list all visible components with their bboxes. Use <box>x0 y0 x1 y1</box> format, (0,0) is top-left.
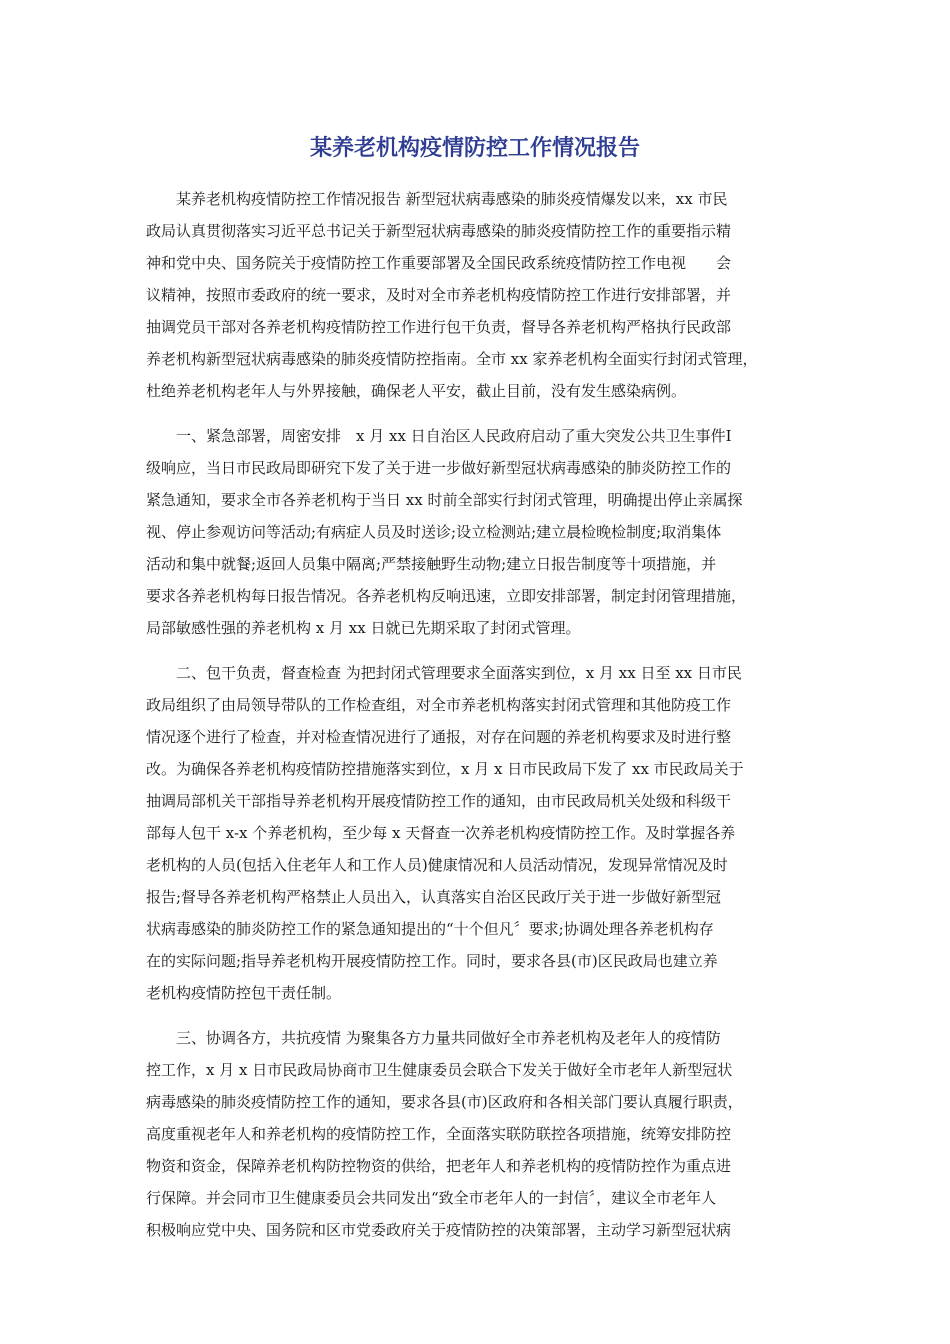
text-line: 部每人包干 x-x 个养老机构，至少每 x 天督查一次养老机构疫情防控工作。及时掌握各养 <box>146 824 736 842</box>
text-line: 级响应，当日市民政局即研究下发了关于进一步做好新型冠状病毒感染的肺炎防控工作的 <box>146 459 732 477</box>
text-line: 政局组织了由局领导带队的工作检查组，对全市养老机构落实封闭式管理和其他防疫工作 <box>146 696 732 714</box>
text-line: 老机构疫情防控包干责任制。 <box>146 984 342 1002</box>
text-line: 一、紧急部署，周密安排 x 月 xx 日自治区人民政府启动了重大突发公共卫生事件Ⅰ <box>176 427 732 445</box>
text-line: 活动和集中就餐;返回人员集中隔离;严禁接触野生动物;建立日报告制度等十项措施，并 <box>146 555 717 573</box>
document-body <box>146 183 810 1259</box>
text-line: 某养老机构疫情防控工作情况报告 新型冠状病毒感染的肺炎疫情爆发以来，xx 市民 <box>176 190 728 208</box>
text-line: 报告;督导各养老机构严格禁止人员出入，认真落实自治区民政厅关于进一步做好新型冠 <box>146 888 722 906</box>
text-line: 养老机构新型冠状病毒感染的肺炎疫情防控指南。全市 xx 家养老机构全面实行封闭式管理， <box>146 350 758 368</box>
text-line: 杜绝养老机构老年人与外界接触，确保老人平安，截止目前，没有发生感染病例。 <box>146 382 687 400</box>
text-line: 紧急通知，要求全市各养老机构于当日 xx 时前全部实行封闭式管理，明确提出停止亲属探 <box>146 491 743 509</box>
text-line: 老机构的人员(包括入住老年人和工作人员)健康情况和人员活动情况，发现异常情况及时 <box>146 856 728 874</box>
text-line: 议精神，按照市委政府的统一要求，及时对全市养老机构疫情防控工作进行安排部署，并 <box>146 286 732 304</box>
paragraph-section-1 <box>146 420 810 644</box>
text-line: 高度重视老年人和养老机构的疫情防控工作，全面落实联防联控各项措施，统筹安排防控 <box>146 1125 732 1143</box>
text-line: 物资和资金，保障养老机构防控物资的供给，把老年人和养老机构的疫情防控作为重点进 <box>146 1157 732 1175</box>
text-line: 政局认真贯彻落实习近平总书记关于新型冠状病毒感染的肺炎疫情防控工作的重要指示精 <box>146 222 732 240</box>
text-line: 控工作，x 月 x 日市民政局协商市卫生健康委员会联合下发关于做好全市老年人新型冠状 <box>146 1061 733 1079</box>
text-line: 三、协调各方，共抗疫情 为聚集各方力量共同做好全市养老机构及老年人的疫情防 <box>176 1029 721 1047</box>
text-line: 情况逐个进行了检查，并对检查情况进行了通报，对存在问题的养老机构要求及时进行整 <box>146 728 732 746</box>
text-line: 二、包干负责，督查检查 为把封闭式管理要求全面落实到位，x 月 xx 日至 xx 日市民 <box>176 664 742 682</box>
paragraph-section-3 <box>146 1022 810 1246</box>
text-line: 神和党中央、国务院关于疫情防控工作重要部署及全国民政系统疫情防控工作电视 会 <box>146 254 732 272</box>
text-line: 行保障。并会同市卫生健康委员会共同发出“致全市老年人的一封信〞，建议全市老年人 <box>146 1189 717 1207</box>
text-line: 状病毒感染的肺炎防控工作的紧急通知提出的“十个但凡〞要求;协调处理各养老机构存 <box>146 920 714 938</box>
text-line: 积极响应党中央、国务院和区市党委政府关于疫情防控的决策部署，主动学习新型冠状病 <box>146 1221 732 1239</box>
text-line: 视、停止参观访问等活动;有病症人员及时送诊;设立检测站;建立晨检晚检制度;取消集体 <box>146 523 722 541</box>
text-line: 改。为确保各养老机构疫情防控措施落实到位，x 月 x 日市民政局下发了 xx 市民政局关于 <box>146 760 744 778</box>
text-line: 病毒感染的肺炎疫情防控工作的通知，要求各县(市)区政府和各相关部门要认真履行职责， <box>146 1093 743 1111</box>
document-title: 某养老机构疫情防控工作情况报告 <box>309 136 640 161</box>
text-line: 要求各养老机构每日报告情况。各养老机构反响迅速，立即安排部署，制定封闭管理措施， <box>146 587 747 605</box>
paragraph-intro <box>146 183 810 407</box>
paragraph-section-2 <box>146 657 810 1009</box>
text-line: 在的实际问题;指导养老机构开展疫情防控工作。同时，要求各县(市)区民政局也建立养 <box>146 952 718 970</box>
text-line: 局部敏感性强的养老机构 x 月 xx 日就已先期采取了封闭式管理。 <box>146 619 581 637</box>
text-line: 抽调局部机关干部指导养老机构开展疫情防控工作的通知，由市民政局机关处级和科级干 <box>146 792 732 810</box>
text-line: 抽调党员干部对各养老机构疫情防控工作进行包干负责，督导各养老机构严格执行民政部 <box>146 318 732 336</box>
